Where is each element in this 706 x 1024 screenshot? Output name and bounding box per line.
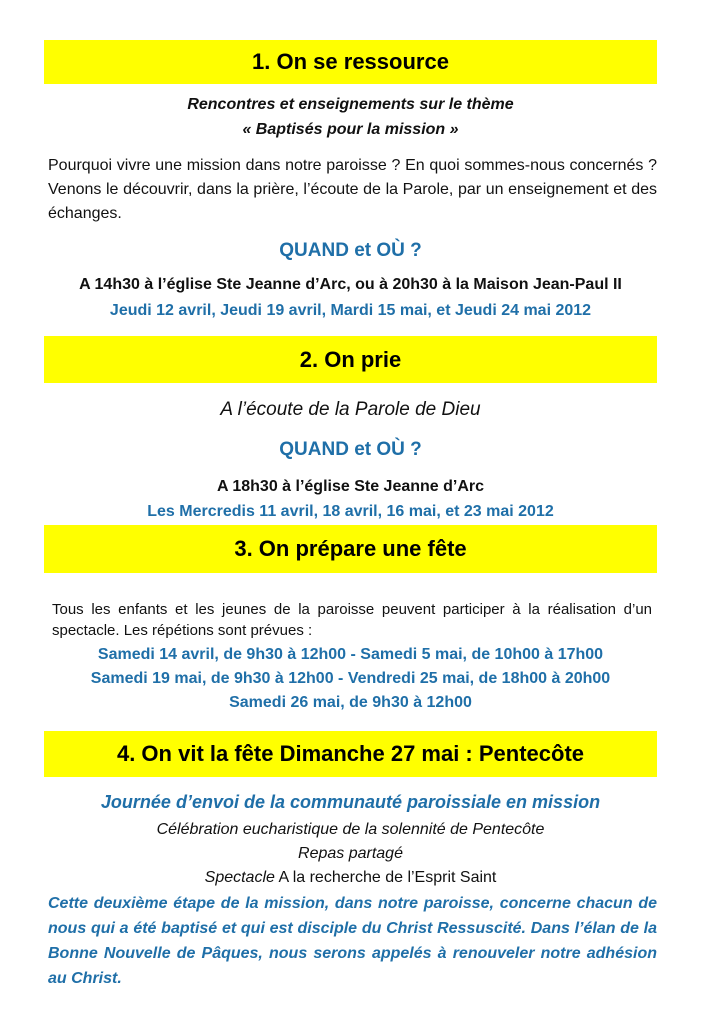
section-2-subtitle: A l’écoute de la Parole de Dieu (220, 399, 481, 420)
section-1-when-where: QUAND et OÙ ? (279, 240, 422, 261)
section-1-location: A 14h30 à l’église Ste Jeanne d’Arc, ou à 20h30 à la Maison Jean-Paul II (79, 276, 622, 293)
section-3-paragraph: Tous les enfants et les jeunes de la paroisse peuvent participer à la réalisation d’un spectacle. Les répétions sont prévues : (52, 601, 652, 639)
section-4-line-3 (44, 869, 657, 887)
section-4-line-3-italic: Spectacle (204, 869, 275, 886)
section-3-date-line-1: Samedi 14 avril, de 9h30 à 12h00 - Samedi 5 mai, de 10h00 à 17h00 (97, 646, 604, 663)
section-2-dates: Les Mercredis 11 avril, 18 avril, 16 mai, et 23 mai 2012 (147, 503, 554, 520)
section-1-dates: Jeudi 12 avril, Jeudi 19 avril, Mardi 15 mai, et Jeudi 24 mai 2012 (109, 302, 592, 319)
section-1-paragraph: Pourquoi vivre une mission dans notre paroisse ? En quoi sommes-nous concernés ? Venons le découvrir, dans la prière, l’écoute de la Parole, par un enseignement et des échanges. (48, 157, 657, 222)
section-3-date-line-2: Samedi 19 mai, de 9h30 à 12h00 - Vendredi 25 mai, de 18h00 à 20h00 (90, 670, 611, 687)
section-4-line-3-rest: A la recherche de l’Esprit Saint (274, 869, 497, 886)
section-2-location: A 18h30 à l’église Ste Jeanne d’Arc (216, 478, 485, 495)
section-4-line-1: Célébration eucharistique de la solennité de Pentecôte (156, 821, 545, 838)
section-4-paragraph: Cette deuxième étape de la mission, dans notre paroisse, concerne chacun de nous qui a été baptisé et qui est disciple du Christ Ressuscité. Dans l’élan de la Bonne Nouvelle de Pâques, nous serons appelés à renouveler notre adhésion au Christ. (48, 895, 657, 987)
section-3-date-line-3: Samedi 26 mai, de 9h30 à 12h00 (229, 694, 472, 711)
section-1-subtitle-1: Rencontres et enseignements sur le thème (187, 96, 514, 113)
section-1-title: 1. On se ressource (44, 40, 657, 84)
section-4-title: 4. On vit la fête Dimanche 27 mai : Pentecôte (44, 731, 657, 777)
section-4-subtitle: Journée d’envoi de la communauté paroissiale en mission (100, 792, 601, 812)
section-2-title: 2. On prie (44, 336, 657, 383)
section-1-subtitle-2: « Baptisés pour la mission » (242, 121, 459, 138)
section-3-title: 3. On prépare une fête (44, 525, 657, 573)
section-2-when-where: QUAND et OÙ ? (279, 439, 422, 460)
section-4-line-2: Repas partagé (298, 845, 403, 862)
